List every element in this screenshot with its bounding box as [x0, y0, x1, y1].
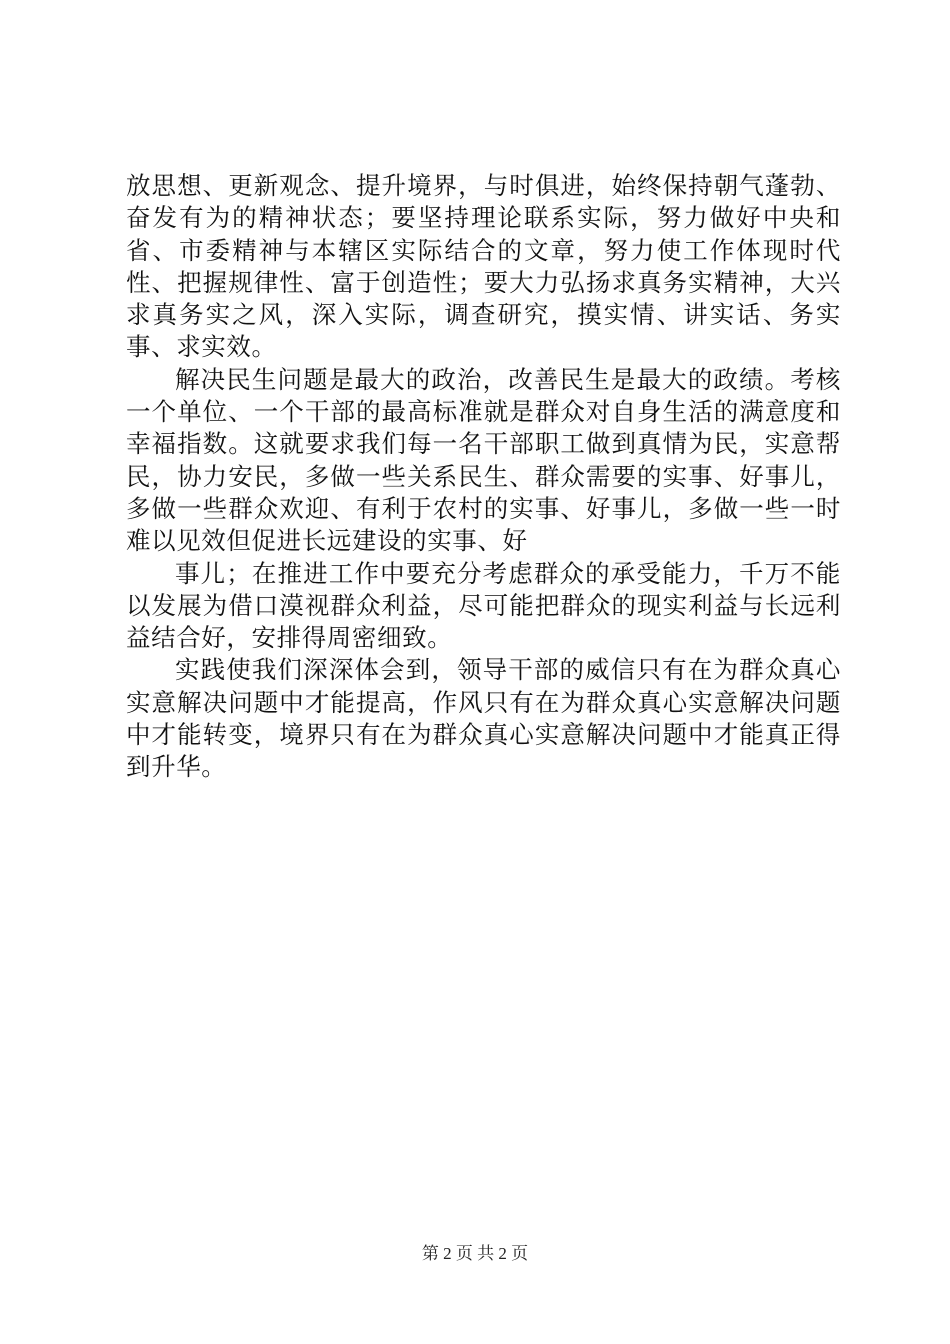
document-body	[126, 170, 841, 784]
paragraph-3: 事儿；在推进工作中要充分考虑群众的承受能力，千万不能以发展为借口漠视群众利益，尽可能把群众的现实利益与长远利益结合好，安排得周密细致。	[126, 558, 841, 653]
paragraph-1: 放思想、更新观念、提升境界，与时俱进，始终保持朝气蓬勃、奋发有为的精神状态；要坚持理论联系实际，努力做好中央和省、市委精神与本辖区实际结合的文章，努力使工作体现时代性、把握规律性、富于创造性；要大力弘扬求真务实精神，大兴求真务实之风，深入实际，调查研究，摸实情、讲实话、务实事、求实效。	[126, 171, 841, 362]
paragraph-2: 解决民生问题是最大的政治，改善民生是最大的政绩。考核一个单位、一个干部的最高标准就是群众对自身生活的满意度和幸福指数。这就要求我们每一名干部职工做到真情为民，实意帮民，协力安民，多做一些关系民生、群众需要的实事、好事儿，多做一些群众欢迎、有利于农村的实事、好事儿，多做一些一时难以见效但促进长远建设的实事、好	[126, 364, 841, 556]
paragraph-4: 实践使我们深深体会到，领导干部的威信只有在为群众真心实意解决问题中才能提高，作风只有在为群众真心实意解决问题中才能转变，境界只有在为群众真心实意解决问题中才能真正得到升华。	[126, 655, 841, 782]
page-footer: 第 2 页 共 2 页	[421, 1244, 529, 1263]
